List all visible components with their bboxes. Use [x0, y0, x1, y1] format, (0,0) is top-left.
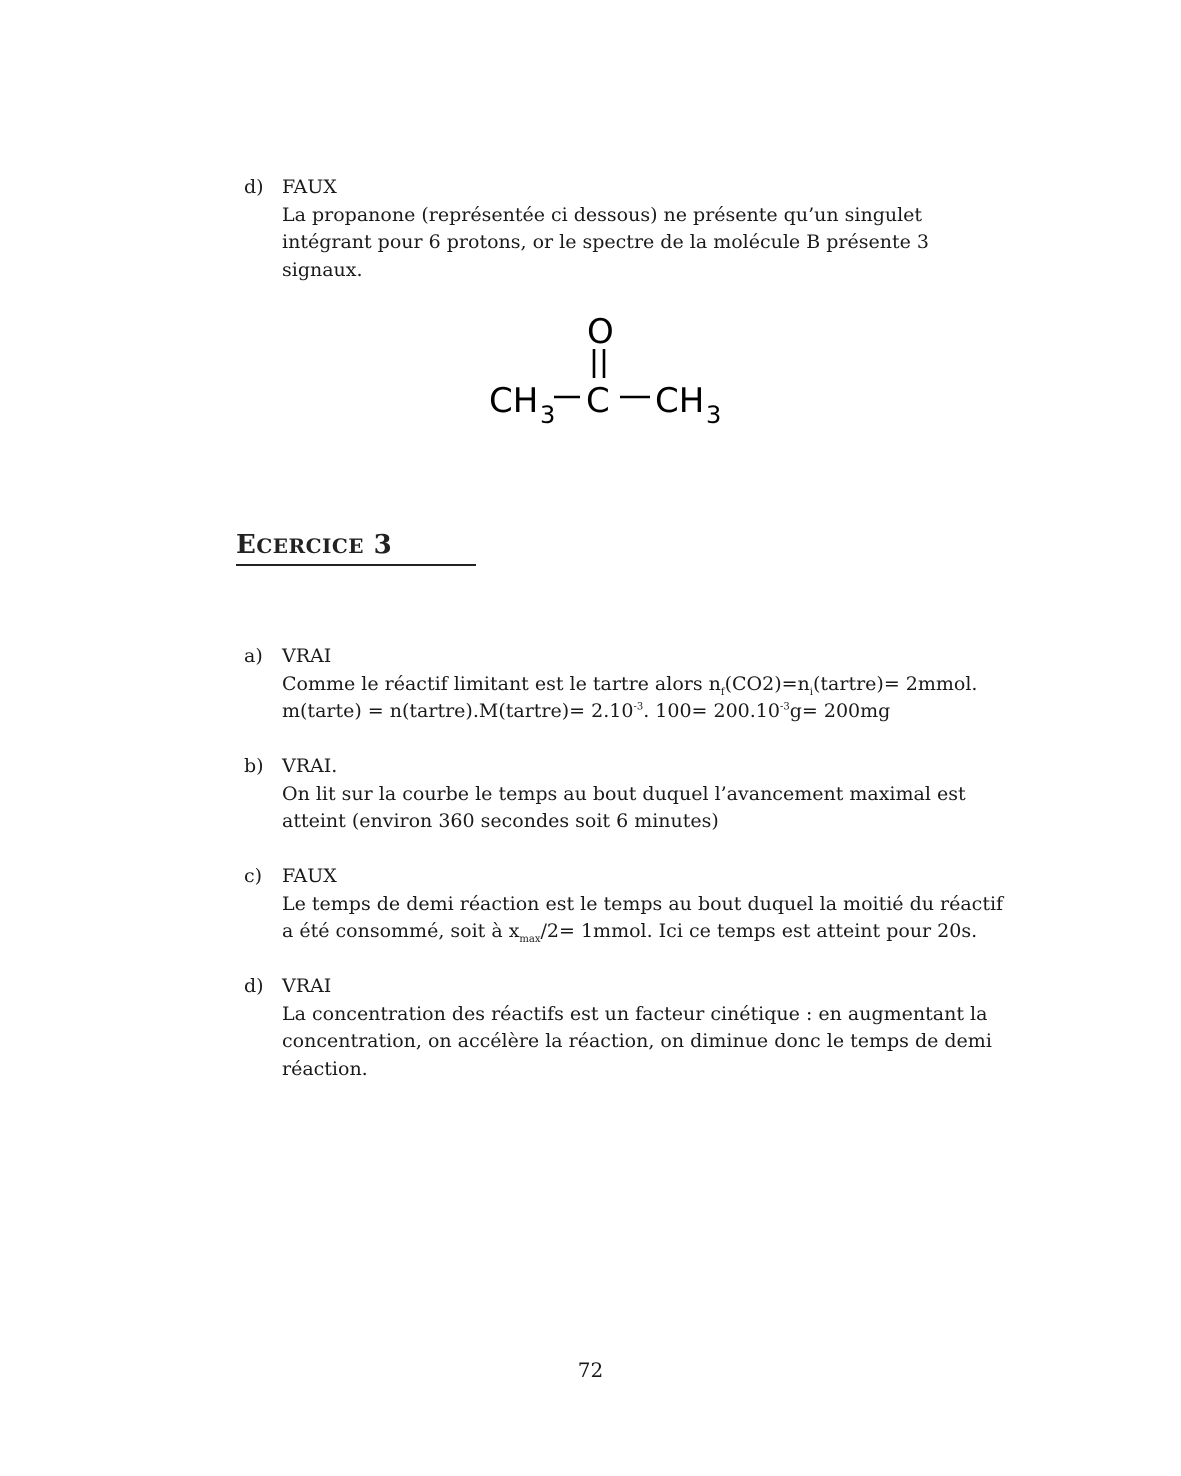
carbonyl-carbon: C [586, 381, 610, 421]
item-verdict: FAUX [282, 865, 337, 887]
item-text-line: réaction. [282, 1057, 368, 1080]
heading-number: 3 [373, 530, 393, 560]
item-text-line: m(tarte) = n(tartre).M(tartre)= $2.10^{-3}$. $100= 200.10^{-3}g= 200mg$ [282, 700, 891, 722]
page-number: 72 [577, 1358, 604, 1382]
heading-initial: E [236, 530, 257, 560]
item-text-line: Comme le réactif limitant est le tartre alors $n_f(CO2)=n_i(tartre)=$ 2mmol. [282, 672, 978, 698]
item-marker: d) [244, 975, 264, 997]
oxygen-atom: O [587, 312, 614, 352]
item-text-line: signaux. [282, 258, 363, 281]
heading-rest: CERCICE [256, 534, 365, 558]
item-text-line: intégrant pour 6 protons, or le spectre de la molécule B présente 3 [282, 231, 929, 253]
item-verdict: VRAI [282, 645, 332, 667]
answer-item-d-prev [244, 174, 1024, 284]
left-methyl-subscript: 3 [540, 401, 556, 429]
right-methyl-subscript: 3 [706, 401, 722, 429]
item-verdict: FAUX [282, 176, 337, 198]
item-marker: d) [244, 176, 264, 198]
item-marker: c) [244, 865, 263, 887]
answer-item-c [244, 863, 1024, 946]
item-verdict: VRAI [282, 975, 332, 997]
item-text-line: On lit sur la courbe le temps au bout duquel l’avancement maximal est [282, 782, 966, 805]
item-text-line: Le temps de demi réaction est le temps au bout duquel la moitié du réactif [282, 892, 1004, 915]
answer-item-a [244, 643, 1024, 726]
propanone-structure [470, 305, 740, 435]
item-text-line: atteint (environ 360 secondes soit 6 minutes) [282, 810, 719, 832]
item-marker: b) [244, 755, 264, 777]
item-marker: a) [244, 645, 263, 667]
item-text-line: La propanone (représentée ci dessous) ne présente qu’un singulet [282, 203, 923, 226]
right-methyl-group: CH [655, 381, 705, 421]
item-text-line: La concentration des réactifs est un facteur cinétique : en augmentant la [282, 1002, 988, 1025]
answer-item-b [244, 753, 1024, 836]
left-methyl-group: CH [489, 381, 539, 421]
item-verdict: VRAI. [282, 755, 338, 777]
item-text-line: concentration, on accélère la réaction, on diminue donc le temps de demi [282, 1030, 992, 1052]
item-text-line: a été consommé, soit à $x_{max}/2=$ 1mmol. Ici ce temps est atteint pour 20s. [282, 920, 978, 945]
answer-item-d [244, 973, 1024, 1083]
exercise-heading [236, 530, 476, 566]
